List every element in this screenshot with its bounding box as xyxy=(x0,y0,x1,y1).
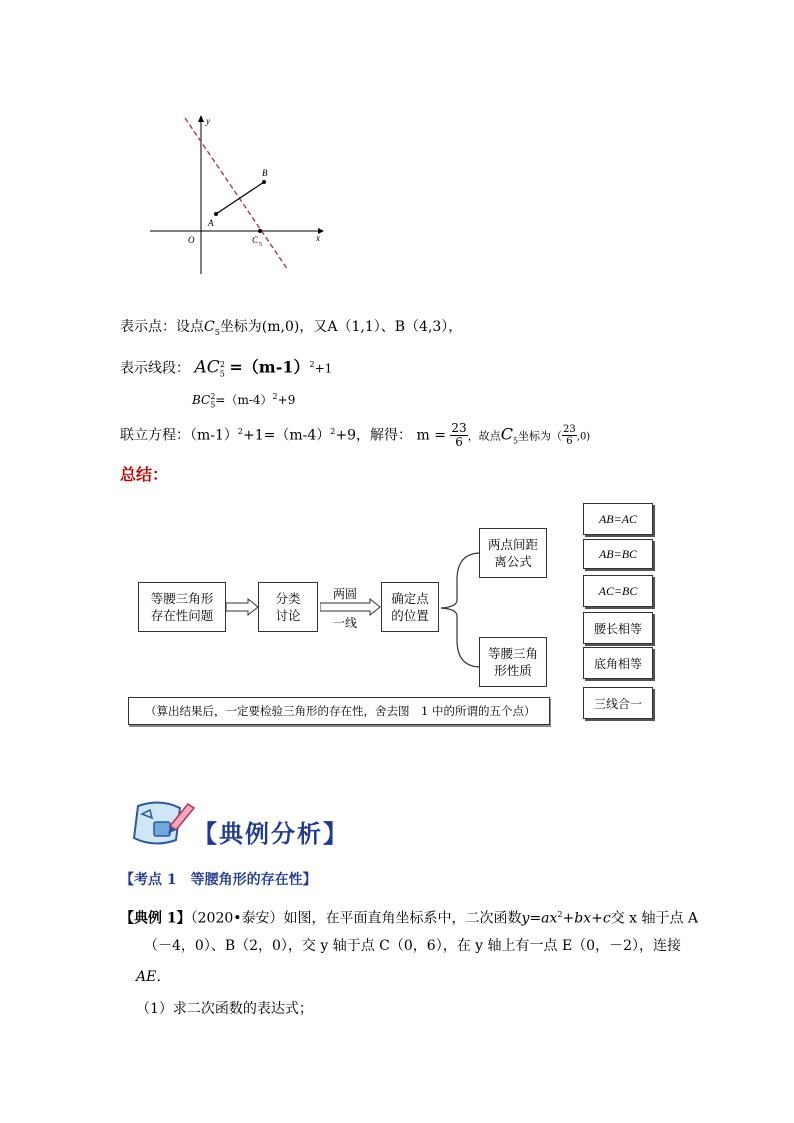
solution-line-segment-bc: $BC_5^2=(m-4)^2+9$ xyxy=(192,392,296,410)
example-line-2: （－4，0）、B（2，0），交 y 轴于点 C（0，6），在 y 轴上有一点 E（0，－2），连接 xyxy=(144,938,681,954)
right-box-ab-ac: AB=AC xyxy=(583,503,653,535)
fraction-23-6-small: $\frac{23}{6}$ xyxy=(563,424,576,447)
solution-line-point: 表示点：设点$C_5$坐标为(m,0)，又A（1,1）、B（4,3）， xyxy=(120,319,463,337)
dashed-perpendicular-bisector xyxy=(185,118,288,270)
point-b-label: B xyxy=(262,168,268,178)
flow-box-classify: 分类 讨论 xyxy=(258,582,318,632)
flow-note: （算出结果后，一定要检验三角形的存在性，舍去图 1 中的所谓的五个点） xyxy=(128,697,550,725)
right-box-equal-base-angles: 底角相等 xyxy=(583,647,653,679)
example-line-1: 【典例 1】（2020•泰安）如图，在平面直角坐标系中，二次函数$y=ax^2+bx+c$交 x 轴于点 A xyxy=(120,910,699,927)
section-banner: 【典例分析】 xyxy=(193,820,349,848)
right-box-ac-bc: AC=BC xyxy=(583,575,653,607)
point-b-dot xyxy=(262,180,266,184)
pencil-paper-icon xyxy=(130,796,196,850)
fraction-23-6: $\frac{23}{6}$ xyxy=(451,421,467,449)
y-axis-arrow xyxy=(198,115,204,122)
solution-line-equation: 联立方程：$(m-1)^2+1=(m-4)^2+9$，解得： m = $\frac{23}{6}$ ，故点$C_5$坐标为（ $\frac{23}{6}$ ,0) xyxy=(120,421,591,449)
point-title: 【考点 1 等腰角形的存在性】 xyxy=(120,872,317,888)
example-line-3: AE． xyxy=(136,969,171,985)
flow-box-isosceles-properties: 等腰三角 形性质 xyxy=(479,637,547,687)
coordinate-graph xyxy=(140,110,340,280)
summary-title: 总结： xyxy=(120,465,169,484)
origin-label: O xyxy=(188,235,195,245)
flow-box-locate: 确定点 的位置 xyxy=(381,582,439,632)
segment-ab xyxy=(216,182,264,214)
point-c-dot xyxy=(258,229,262,233)
point-a-dot xyxy=(214,212,218,216)
x-axis-label: x xyxy=(316,233,320,243)
flow-arrow-2-label-top: 两圆 xyxy=(333,587,358,601)
right-box-equal-legs: 腰长相等 xyxy=(583,612,653,644)
question-1: （1）求二次函数的表达式； xyxy=(136,1001,313,1017)
flow-brace xyxy=(439,550,483,670)
right-box-ab-bc: AB=BC xyxy=(583,539,653,569)
point-c-subscript: 5 xyxy=(259,242,262,248)
flow-arrow-1 xyxy=(226,598,260,616)
point-a-label: A xyxy=(208,218,214,228)
flow-box-distance-formula: 两点间距 离公式 xyxy=(479,528,547,578)
solution-line-segment-ac: 表示线段： $AC_5^2 =(m-1)^2+1$ xyxy=(120,357,333,379)
point-c-label: C xyxy=(252,235,259,245)
y-axis-label: y xyxy=(206,116,210,126)
flow-box-problem: 等腰三角形 存在性问题 xyxy=(138,582,226,632)
right-box-three-lines: 三线合一 xyxy=(583,687,653,719)
flow-arrow-2-label-bottom: 一线 xyxy=(333,616,358,630)
